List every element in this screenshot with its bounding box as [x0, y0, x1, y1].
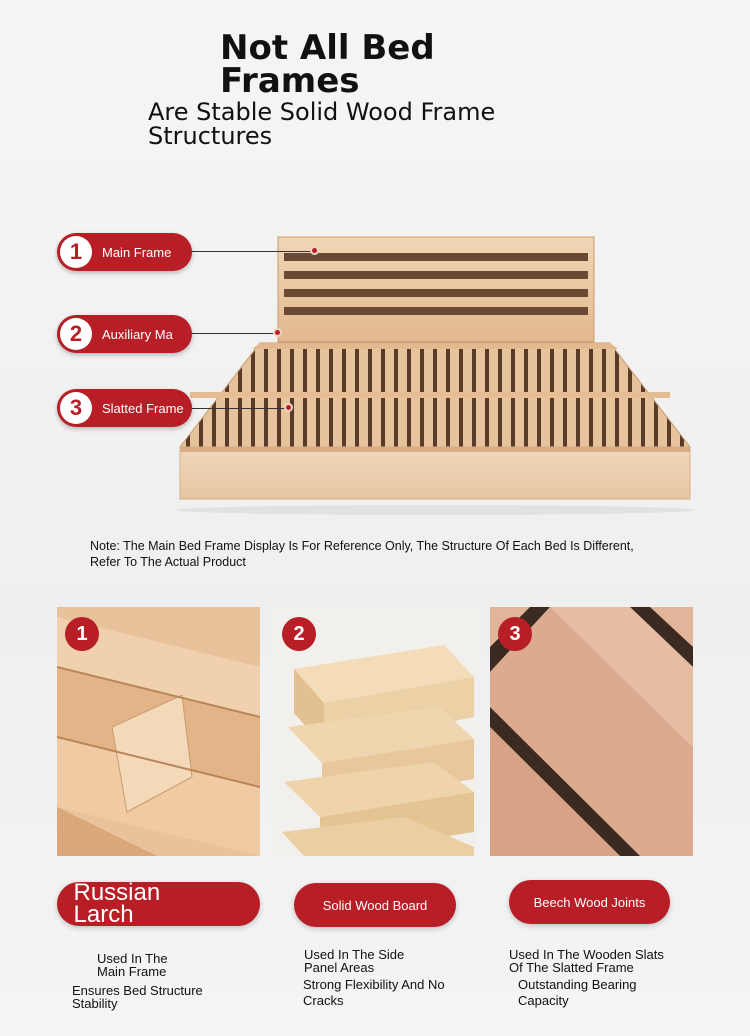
material-2-desc-usage: Used In The Side Panel Areas — [304, 947, 405, 975]
callout-1-number: 1 — [60, 236, 92, 268]
callout-2-number: 2 — [60, 318, 92, 350]
material-3-badge: 3 — [498, 617, 532, 651]
callout-3-leader — [192, 408, 288, 409]
page-subtitle: Are Stable Solid Wood Frame Structures — [148, 98, 496, 150]
material-2-name-pill — [294, 883, 456, 927]
material-photo-beech — [490, 607, 693, 856]
material-2-name: Solid Wood Board — [322, 897, 428, 913]
material-1-name-pill — [57, 879, 260, 928]
callout-main-frame — [57, 233, 192, 271]
material-1-name: Russian Larch — [73, 879, 161, 928]
callout-3-number: 3 — [60, 392, 92, 424]
callout-slatted-frame — [57, 389, 192, 427]
callout-2-marker — [273, 328, 282, 337]
material-3-desc-benefit: Outstanding Bearing Capacity — [518, 977, 637, 1008]
callout-1-marker — [310, 246, 319, 255]
material-photo-larch — [57, 607, 260, 856]
callout-2-leader — [192, 333, 276, 334]
callout-1-label: Main Frame — [102, 244, 172, 260]
reference-note: Note: The Main Bed Frame Display Is For Reference Only, The Structure Of Each Bed Is Different, Refer To The Actual Product — [90, 539, 634, 569]
material-3-desc-usage: Used In The Wooden Slats Of The Slatted Frame — [509, 947, 664, 975]
material-photo-boards — [274, 607, 477, 856]
material-1-badge: 1 — [65, 617, 99, 651]
callout-3-label: Slatted Frame — [102, 400, 184, 416]
material-1-desc-benefit: Ensures Bed Structure Stability — [72, 983, 203, 1011]
callout-2-label: Auxiliary Ma — [102, 326, 173, 342]
callout-auxiliary — [57, 315, 192, 353]
material-3-name: Beech Wood Joints — [533, 894, 646, 910]
callout-1-leader — [192, 251, 314, 252]
page-title: Not All Bed Frames — [220, 28, 435, 101]
material-1-desc-usage: Used In The Main Frame — [97, 951, 168, 979]
bed-frame-illustration — [170, 225, 700, 515]
callout-3-marker — [284, 403, 293, 412]
material-2-desc-benefit: Strong Flexibility And No Cracks — [303, 977, 445, 1008]
material-3-name-pill — [509, 880, 670, 924]
material-2-badge: 2 — [282, 617, 316, 651]
